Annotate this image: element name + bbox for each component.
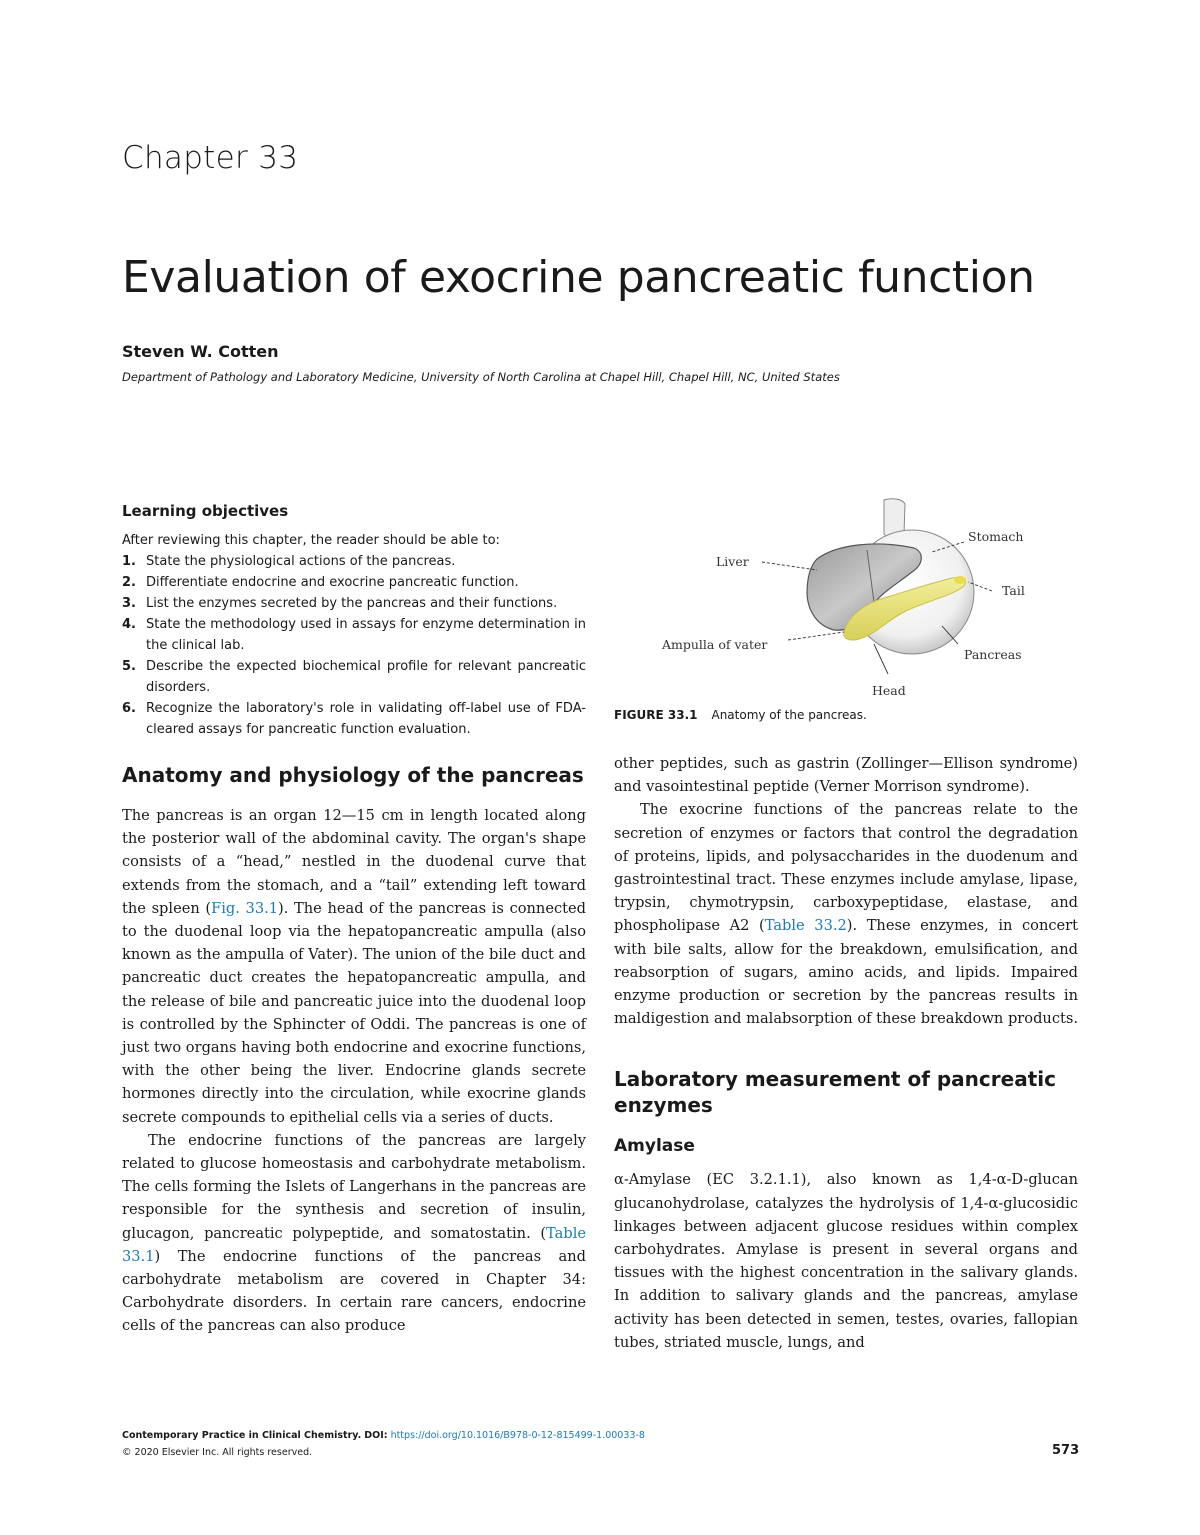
footer-copyright: © 2020 Elsevier Inc. All rights reserved. [122, 1447, 313, 1458]
journal-name: Contemporary Practice in Clinical Chemistry. [122, 1430, 362, 1441]
objective-number: 3. [122, 596, 136, 611]
figure-caption-label: FIGURE 33.1 [614, 708, 698, 722]
objective-text: State the physiological actions of the pancreas. [146, 554, 456, 569]
objective-item [122, 551, 586, 572]
objective-text: State the methodology used in assays for enzyme determination in the clinical lab. [146, 617, 586, 653]
table-link[interactable]: Table 33.2 [764, 917, 847, 935]
objective-item [122, 572, 586, 593]
learning-objectives-list [122, 551, 586, 740]
objective-text: List the enzymes secreted by the pancreas and their functions. [146, 596, 558, 611]
author-name: Steven W. Cotten [122, 342, 279, 361]
objective-number: 4. [122, 617, 136, 632]
author-affiliation: Department of Pathology and Laboratory Medicine, University of North Carolina at Chapel Hill, Chapel Hill, NC, United States [122, 370, 840, 384]
objective-text: Recognize the laboratory's role in validating off-label use of FDA-cleared assays for pancreatic function evaluation. [146, 701, 586, 737]
doi-link[interactable]: https://doi.org/10.1016/B978-0-12-815499-1.00033-8 [390, 1430, 645, 1441]
paragraph-anatomy-1 [122, 804, 586, 1129]
paragraph-anatomy-3: other peptides, such as gastrin (Zollinger—Ellison syndrome) and vasointestinal peptide (Verner Morrison syndrome). [614, 755, 1078, 796]
figure-caption [614, 708, 867, 722]
pancreas-anatomy-figure [612, 494, 1082, 704]
objective-item [122, 593, 586, 614]
chapter-number: Chapter 33 [122, 140, 299, 176]
objective-number: 6. [122, 701, 136, 716]
paragraph-text: The exocrine functions of the pancreas relate to the secretion of enzymes or factors that control the degradation of proteins, lipids, and polysaccharides in the duodenum and gastrointestinal tract. These enzymes include amylase, lipase, trypsin, chymotrypsin, carboxypeptidase, elastase, and phospholipase A2 ( [614, 801, 1078, 935]
objective-item [122, 656, 586, 698]
right-column [614, 752, 1078, 1354]
paragraph-text: ) The endocrine functions of the pancreas and carbohydrate metabolism are covered in Chapter 34: Carbohydrate disorders. In certain rare cancers, endocrine cells of the pancreas can also produce [122, 1247, 586, 1335]
objective-number: 5. [122, 659, 136, 674]
objective-number: 2. [122, 575, 136, 590]
learning-objectives-intro: After reviewing this chapter, the reader should be able to: [122, 533, 500, 548]
chapter-title: Evaluation of exocrine pancreatic function [122, 252, 1035, 303]
learning-objectives-heading: Learning objectives [122, 502, 289, 520]
paragraph-anatomy-4 [614, 798, 1078, 1030]
figure-label-head: Head [872, 683, 906, 698]
tail-marker [954, 576, 966, 584]
left-column [122, 502, 586, 1338]
objective-text: Describe the expected biochemical profile for relevant pancreatic disorders. [146, 659, 586, 695]
objective-item [122, 614, 586, 656]
doi-label: DOI: [364, 1430, 388, 1441]
paragraph-text: The pancreas is an organ 12—15 cm in length located along the posterior wall of the abdominal cavity. The organ's shape consists of a “head,” nestled in the duodenal curve that extends from the stomach, and a “tail” extending left toward the spleen ( [122, 807, 586, 917]
figure-link[interactable]: Fig. 33.1 [211, 899, 279, 917]
figure-label-ampulla: Ampulla of vater [662, 637, 768, 652]
paragraph-text: ). The head of the pancreas is connected to the duodenal loop via the hepatopancreatic ampulla (also known as the ampulla of Vater). The union of the bile duct and pancreatic duct creates the hepatopancreatic ampulla, and the release of bile and pancreatic juice into the duodenal loop is controlled by the Sphincter of Oddi. The pancreas is one of just two organs having both endocrine and exocrine functions, with the other being the liver. Endocrine glands secrete hormones directly into the circulation, while exocrine glands secrete compounds to epithelial cells via a series of ducts. [122, 899, 586, 1126]
section-heading-anatomy: Anatomy and physiology of the pancreas [122, 763, 584, 787]
objective-item [122, 698, 586, 740]
figure-label-liver: Liver [716, 554, 749, 569]
footer-citation [122, 1430, 645, 1441]
subsection-heading-amylase: Amylase [614, 1136, 695, 1157]
table-link[interactable]: Table 33.1 [122, 1224, 586, 1265]
figure-label-stomach: Stomach [968, 529, 1024, 544]
figure-caption-text: Anatomy of the pancreas. [711, 708, 867, 722]
paragraph-text: The endocrine functions of the pancreas are largely related to glucose homeostasis and carbohydrate metabolism. The cells forming the Islets of Langerhans in the pancreas are responsible for the synthesis and secretion of insulin, glucagon, pancreatic polypeptide, and somatostatin. ( [122, 1131, 586, 1242]
page-number: 573 [1052, 1443, 1080, 1458]
paragraph-anatomy-2 [122, 1129, 586, 1338]
figure-label-tail: Tail [1002, 583, 1025, 598]
figure-label-pancreas: Pancreas [964, 647, 1022, 662]
objective-number: 1. [122, 554, 136, 569]
section-heading-lab-measurement: Laboratory measurement of pancreatic enzymes [614, 1067, 1056, 1118]
paragraph-text: ). These enzymes, in concert with bile salts, allow for the breakdown, emulsification, and reabsorption of sugars, amino acids, and lipids. Impaired enzyme production or secretion by the pancreas results in maldigestion and malabsorption of these breakdown products. [614, 917, 1078, 1028]
objective-text: Differentiate endocrine and exocrine pancreatic function. [146, 575, 519, 590]
paragraph-amylase-1: α-Amylase (EC 3.2.1.1), also known as 1,4-α-D-glucan glucanohydrolase, catalyzes the hydrolysis of 1,4-α-glucosidic linkages between adjacent glucose residues within complex carbohydrates. Amylase is present in several organs and tissues with the highest concentration in the salivary glands. In addition to salivary glands and the pancreas, amylase activity has been detected in semen, testes, ovaries, fallopian tubes, striated muscle, lungs, and [614, 1171, 1078, 1351]
